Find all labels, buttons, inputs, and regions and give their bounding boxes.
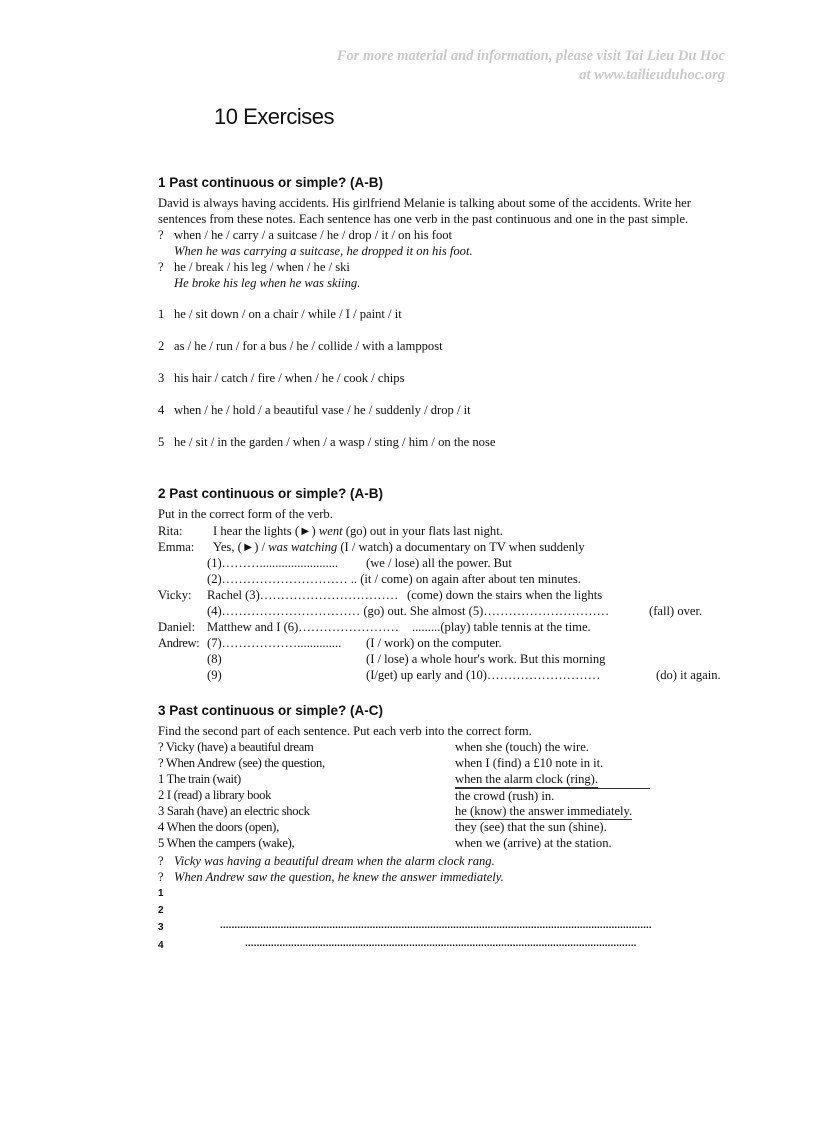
sentence-start: 5 When the campers (wake), xyxy=(158,836,295,850)
exercise-1-intro-line-2: sentences from these notes. Each sentence has one verb in the past continuous and one in the past simple. xyxy=(158,212,689,226)
sentence-end: when the alarm clock (ring). xyxy=(455,772,599,786)
dialogue-text: .........(play) table tennis at the time. xyxy=(412,620,591,634)
dialogue-line xyxy=(213,524,503,539)
exercise-1-heading: 1 Past continuous or simple? (A-B) xyxy=(158,175,384,190)
gap-10[interactable]: (I/get) up early and (10)……………………… xyxy=(366,668,601,682)
example-2-prompt: he / break / his leg / when / he / ski xyxy=(174,260,350,274)
sentence-start: 2 I (read) a library book xyxy=(158,788,272,802)
dialogue-text: I hear the lights (►) xyxy=(213,524,316,538)
example-1-answer: When he was carrying a suitcase, he dropped it on his foot. xyxy=(174,244,473,258)
sentence-start: ? When Andrew (see) the question, xyxy=(158,756,325,770)
dialogue-text: Yes, (►) / xyxy=(213,540,266,554)
dialogue-line xyxy=(213,540,585,555)
item-1-prompt: he / sit down / on a chair / while / I / paint / it xyxy=(174,307,402,321)
example-2-answer: He broke his leg when he was skiing. xyxy=(174,276,361,290)
dialogue-text: (fall) over. xyxy=(649,604,703,618)
example-1-mark: ? xyxy=(158,228,164,242)
dialogue-text: (I / lose) a whole hour's work. But this morning xyxy=(366,652,606,666)
answer-line-3-dots[interactable]: ...................................................................................................................................................... xyxy=(220,920,652,931)
item-4-number: 4 xyxy=(158,403,165,417)
item-3-prompt: his hair / catch / fire / when / he / cook / chips xyxy=(174,371,405,385)
answer-line-4-number: 4 xyxy=(158,940,164,951)
answer-line-4-dots[interactable]: ........................................................................................................................................ xyxy=(245,938,637,949)
answer-mark: ? xyxy=(158,870,164,884)
answer-line-1-number: 1 xyxy=(158,888,164,899)
exercise-2-heading: 2 Past continuous or simple? (A-B) xyxy=(158,486,384,501)
gap-9[interactable]: (9) xyxy=(207,668,222,682)
example-answer: Vicky was having a beautiful dream when the alarm clock rang. xyxy=(174,854,495,868)
exercise-3-heading: 3 Past continuous or simple? (A-C) xyxy=(158,703,384,718)
sentence-start: 1 The train (wait) xyxy=(158,772,241,786)
sentence-start: ? Vicky (have) a beautiful dream xyxy=(158,740,314,754)
item-5-prompt: he / sit / in the garden / when / a wasp / sting / him / on the nose xyxy=(174,435,496,449)
gap-2[interactable]: (2)………………………… .. (it / come) on again after about ten minutes. xyxy=(207,572,581,586)
gap-1[interactable]: (1)………......................... xyxy=(207,556,339,570)
exercise-2-intro: Put in the correct form of the verb. xyxy=(158,507,333,521)
gap-6[interactable]: Matthew and I (6)…………………… xyxy=(207,620,400,634)
dialogue-text: (we / lose) all the power. But xyxy=(366,556,512,570)
answer-line-3-number: 3 xyxy=(158,922,164,933)
sentence-start: 3 Sarah (have) an electric shock xyxy=(158,804,310,818)
dialogue-text: (come) down the stairs when the lights xyxy=(407,588,603,602)
gap-4-5[interactable]: (4)…………………………… (go) out. She almost (5)………………………… xyxy=(207,604,610,618)
answer-mark: ? xyxy=(158,854,164,868)
gap-8[interactable]: (8) xyxy=(207,652,222,666)
exercise-3-intro: Find the second part of each sentence. Put each verb into the correct form. xyxy=(158,724,532,738)
example-answer: was watching xyxy=(268,540,338,554)
example-2-mark: ? xyxy=(158,260,164,274)
item-5-number: 5 xyxy=(158,435,165,449)
dialogue-text: (I / work) on the computer. xyxy=(366,636,502,650)
item-2-number: 2 xyxy=(158,339,165,353)
gap-3[interactable]: Rachel (3)…………………………… xyxy=(207,588,399,602)
sentence-end: they (see) that the sun (shine). xyxy=(455,820,607,834)
dialogue-text: (go) out in your flats last night. xyxy=(345,524,503,538)
speaker-daniel: Daniel: xyxy=(158,620,196,634)
page-title: 10 Exercises xyxy=(214,104,334,129)
gap-7[interactable]: (7)……………….............. xyxy=(207,636,342,650)
dialogue-text: (do) it again. xyxy=(656,668,721,682)
sentence-end: when she (touch) the wire. xyxy=(455,740,589,754)
item-3-number: 3 xyxy=(158,371,165,385)
item-2-prompt: as / he / run / for a bus / he / collide / with a lamppost xyxy=(174,339,443,353)
dialogue-text: (I / watch) a documentary on TV when suddenly xyxy=(340,540,585,554)
answer-line-2-number: 2 xyxy=(158,905,164,916)
sentence-start: 4 When the doors (open), xyxy=(158,820,279,834)
example-answer: When Andrew saw the question, he knew the answer immediately. xyxy=(174,870,504,884)
speaker-rita: Rita: xyxy=(158,524,183,538)
example-1-prompt: when / he / carry / a suitcase / he / drop / it / on his foot xyxy=(174,228,453,242)
watermark-line-1: For more material and information, please visit Tai Lieu Du Hoc xyxy=(336,48,725,64)
item-4-prompt: when / he / hold / a beautiful vase / he / suddenly / drop / it xyxy=(174,403,471,417)
item-1-number: 1 xyxy=(158,307,165,321)
watermark-line-2: at www.tailieuduhoc.org xyxy=(579,67,725,83)
speaker-vicky: Vicky: xyxy=(158,588,192,602)
exercise-1-intro-line-1: David is always having accidents. His girlfriend Melanie is talking about some of the accidents. Write her xyxy=(158,196,691,210)
sentence-end: when I (find) a £10 note in it. xyxy=(455,756,604,770)
example-answer: went xyxy=(318,524,343,538)
speaker-andrew: Andrew: xyxy=(158,636,200,650)
speaker-emma: Emma: xyxy=(158,540,195,554)
sentence-end: when we (arrive) at the station. xyxy=(455,836,612,850)
sentence-end: he (know) the answer immediately. xyxy=(455,804,633,818)
sentence-end: the crowd (rush) in. xyxy=(455,788,650,804)
